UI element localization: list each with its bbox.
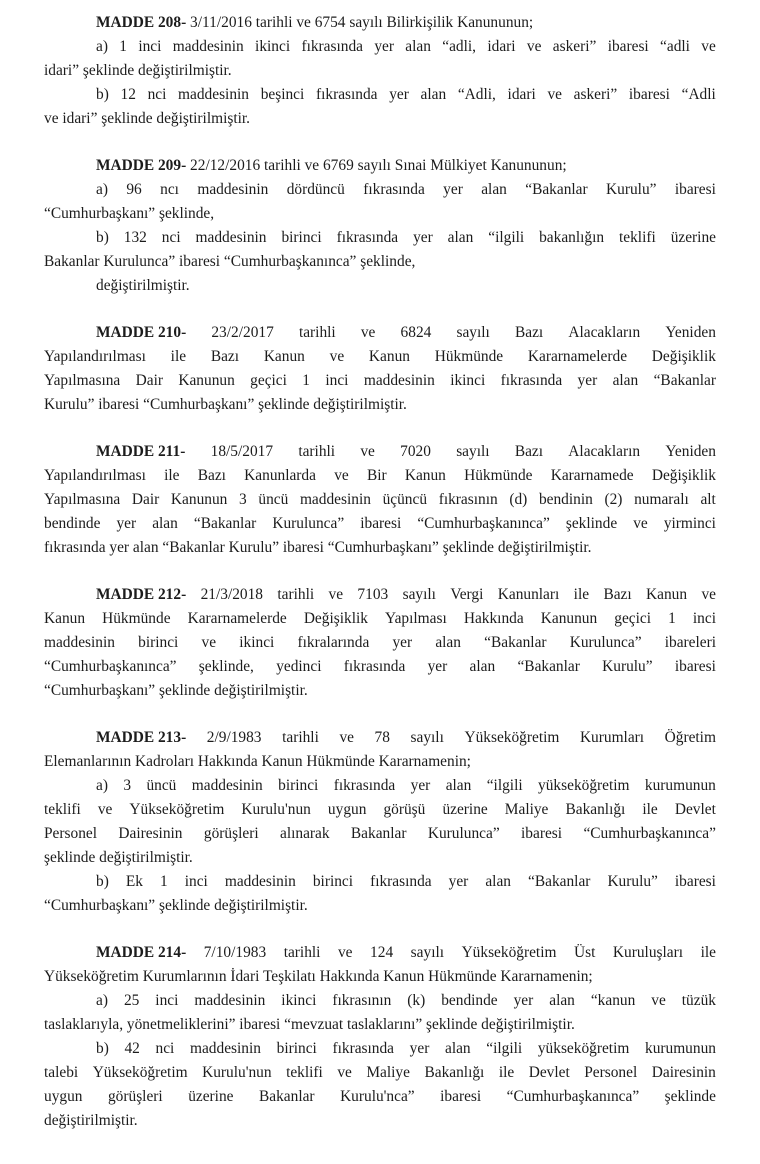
- text-line: a) 25 inci maddesinin ikinci fıkrasının (k) bendinde yer alan “kanun ve tüzük: [96, 992, 716, 1009]
- text-line: MADDE 212- 21/3/2018 tarihli ve 7103 sayılı Vergi Kanunları ile Bazı Kanun ve: [96, 586, 716, 603]
- text-line: Yapılandırılması ile Bazı Kanunlarda ve Bir Kanun Hükmünde Kararnamede Değişiklik: [44, 467, 716, 484]
- text-line: “Cumhurbaşkanı” şeklinde,: [44, 205, 215, 222]
- text-line: ve idari” şeklinde değiştirilmiştir.: [44, 110, 251, 127]
- text-line: Yükseköğretim Kurumlarının İdari Teşkilatı Hakkında Kanun Hükmünde Kararnamenin;: [44, 968, 593, 985]
- text-line: b) 132 nci maddesinin birinci fıkrasında yer alan “ilgili bakanlığın teklifi üzerine: [96, 229, 716, 246]
- article-separator: [44, 918, 716, 941]
- article-madde-214: [44, 941, 716, 1133]
- text-line: Elemanlarının Kadroları Hakkında Kanun Hükmünde Kararnamenin;: [44, 753, 471, 770]
- text-line: idari” şeklinde değiştirilmiştir.: [44, 62, 232, 79]
- article-madde-211: [44, 440, 716, 560]
- text-line: a) 1 inci maddesinin ikinci fıkrasında yer alan “adli, idari ve askeri” ibaresi “adli ve: [96, 38, 716, 55]
- text-line: MADDE 208- 3/11/2016 tarihli ve 6754 sayılı Bilirkişilik Kanununun;: [96, 14, 534, 31]
- text-line: talebi Yükseköğretim Kurulu'nun teklifi ve Maliye Bakanlığı ile Devlet Personel Dairesinin: [44, 1064, 716, 1081]
- article-madde-212: [44, 583, 716, 703]
- article-madde-213: [44, 726, 716, 918]
- article-separator: [44, 417, 716, 440]
- article-separator: [44, 131, 716, 154]
- article-madde-210: [44, 321, 716, 417]
- text-line: bendinde yer alan “Bakanlar Kurulunca” ibaresi “Cumhurbaşkanınca” şeklinde ve yirminci: [44, 515, 716, 532]
- text-line: fıkrasında yer alan “Bakanlar Kurulu” ibaresi “Cumhurbaşkanı” şeklinde değiştirilmiştir.: [44, 539, 592, 556]
- text-line: Personel Dairesinin görüşleri alınarak Bakanlar Kurulunca” ibaresi “Cumhurbaşkanınca”: [44, 825, 716, 842]
- article-heading: MADDE 210-: [96, 324, 187, 341]
- article-madde-209: [44, 154, 716, 298]
- text-line: taslaklarıyla, yönetmeliklerini” ibaresi “mevzuat taslaklarını” şeklinde değiştirilmiştir.: [44, 1016, 575, 1033]
- article-separator: [44, 298, 716, 321]
- text-line: Yapılmasına Dair Kanunun 3 üncü maddesinin üçüncü fıkrasının (d) bendinin (2) numaralı alt: [44, 491, 716, 508]
- text-line: şeklinde değiştirilmiştir.: [44, 849, 193, 866]
- text-line: “Cumhurbaşkanınca” şeklinde, yedinci fıkrasında yer alan “Bakanlar Kurulu” ibaresi: [44, 658, 716, 675]
- article-separator: [44, 703, 716, 726]
- text-line: teklifi ve Yükseköğretim Kurulu'nun uygun görüşü üzerine Maliye Bakanlığı ile Devlet: [44, 801, 716, 818]
- text-line: MADDE 214- 7/10/1983 tarihli ve 124 sayılı Yükseköğretim Üst Kuruluşları ile: [96, 944, 716, 961]
- article-madde-208: [44, 11, 716, 131]
- article-heading: MADDE 214-: [96, 944, 187, 961]
- text-line: “Cumhurbaşkanı” şeklinde değiştirilmiştir.: [44, 682, 308, 699]
- article-heading: MADDE 211-: [96, 443, 186, 460]
- text-line: MADDE 211- 18/5/2017 tarihli ve 7020 sayılı Bazı Alacakların Yeniden: [96, 443, 716, 460]
- text-line: değiştirilmiştir.: [44, 1112, 138, 1129]
- text-line: maddesinin birinci ve ikinci fıkralarında yer alan “Bakanlar Kurulunca” ibareleri: [44, 634, 716, 651]
- text-line: MADDE 213- 2/9/1983 tarihli ve 78 sayılı Yükseköğretim Kurumları Öğretim: [96, 729, 716, 746]
- text-line: b) 42 nci maddesinin birinci fıkrasında yer alan “ilgili yükseköğretim kurumunun: [96, 1040, 716, 1057]
- article-heading: MADDE 209-: [96, 157, 187, 174]
- text-line: değiştirilmiştir.: [96, 277, 190, 294]
- text-line: a) 96 ncı maddesinin dördüncü fıkrasında yer alan “Bakanlar Kurulu” ibaresi: [96, 181, 716, 198]
- article-heading: MADDE 213-: [96, 729, 187, 746]
- text-line: Kurulu” ibaresi “Cumhurbaşkanı” şeklinde değiştirilmiştir.: [44, 396, 407, 413]
- text-line: uygun görüşleri üzerine Bakanlar Kurulu'nca” ibaresi “Cumhurbaşkanınca” şeklinde: [44, 1088, 716, 1105]
- text-line: b) 12 nci maddesinin beşinci fıkrasında yer alan “Adli, idari ve askeri” ibaresi “Adli: [96, 86, 716, 103]
- article-heading: MADDE 208-: [96, 14, 187, 31]
- text-line: “Cumhurbaşkanı” şeklinde değiştirilmiştir.: [44, 897, 308, 914]
- text-line: Bakanlar Kurulunca” ibaresi “Cumhurbaşkanınca” şeklinde,: [44, 253, 416, 270]
- text-line: b) Ek 1 inci maddesinin birinci fıkrasında yer alan “Bakanlar Kurulu” ibaresi: [96, 873, 716, 890]
- text-line: Yapılandırılması ile Bazı Kanun ve Kanun Hükmünde Kararnamelerde Değişiklik: [44, 348, 716, 365]
- text-line: Kanun Hükmünde Kararnamelerde Değişiklik Yapılması Hakkında Kanunun geçici 1 inci: [44, 610, 716, 627]
- article-heading: MADDE 212-: [96, 586, 187, 603]
- text-line: Yapılmasına Dair Kanunun geçici 1 inci maddesinin ikinci fıkrasında yer alan “Bakanlar: [44, 372, 716, 389]
- text-line: MADDE 209- 22/12/2016 tarihli ve 6769 sayılı Sınai Mülkiyet Kanununun;: [96, 157, 567, 174]
- article-separator: [44, 560, 716, 583]
- text-line: a) 3 üncü maddesinin birinci fıkrasında yer alan “ilgili yükseköğretim kurumunun: [96, 777, 716, 794]
- text-line: MADDE 210- 23/2/2017 tarihli ve 6824 sayılı Bazı Alacakların Yeniden: [96, 324, 716, 341]
